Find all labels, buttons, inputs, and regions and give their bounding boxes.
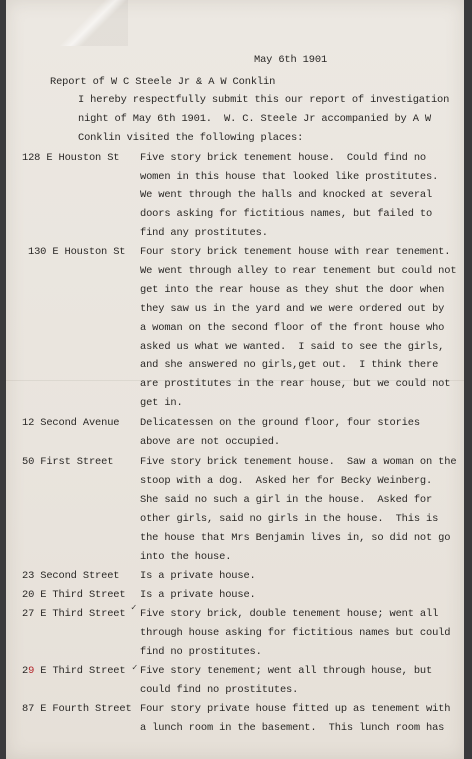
entry-line: a woman on the second floor of the front house who: [140, 322, 445, 334]
entry-line: other girls, said no girls in the house. This is: [140, 513, 439, 525]
check-mark-icon: ✓: [132, 663, 138, 673]
entry-line: the house that Mrs Benjamin lives in, so did not go: [140, 532, 451, 544]
intro-line-3: Conklin visited the following places:: [78, 132, 304, 144]
entry-place: 87 E Fourth Street: [22, 703, 132, 715]
entry-line: Five story brick tenement house. Could find no: [140, 152, 427, 164]
entry-place: 50 First Street: [22, 456, 114, 468]
check-mark-icon: ✓: [131, 603, 137, 613]
entry-place: [22, 665, 125, 677]
entry-line: Five story brick tenement house. Saw a woman on the: [140, 456, 457, 468]
entry-line: get into the rear house as they shut the door when: [140, 284, 445, 296]
entry-line: could find no prostitutes.: [140, 684, 299, 696]
entry-line: Four story private house fitted up as tenement with: [140, 703, 451, 715]
entry-line: Five story tenement; went all through house, but: [140, 665, 433, 677]
page-fold-mark: [58, 0, 128, 46]
entry-line: above are not occupied.: [140, 436, 280, 448]
entry-line: a lunch room in the basement. This lunch room has: [140, 722, 445, 734]
entry-line: Four story brick tenement house with rear tenement.: [140, 246, 451, 258]
entry-line: Is a private house.: [140, 570, 256, 582]
entry-line: stoop with a dog. Asked her for Becky Weinberg.: [140, 475, 433, 487]
entry-line: through house asking for fictitious names but could: [140, 627, 451, 639]
entry-line: Five story brick, double tenement house; went all: [140, 608, 439, 620]
entry-line: into the house.: [140, 551, 232, 563]
place-prefix: 2: [22, 665, 29, 677]
entry-line: women in this house that looked like prostitutes.: [140, 171, 439, 183]
entry-line: doors asking for fictitious names, but failed to: [140, 208, 433, 220]
entry-line: find any prostitutes.: [140, 227, 268, 239]
red-ink-correction: 9: [28, 665, 35, 677]
entry-line: get in.: [140, 397, 183, 409]
entry-line: they saw us in the yard and we were ordered out by: [140, 303, 445, 315]
report-date: May 6th 1901: [254, 54, 328, 66]
entry-line: Delicatessen on the ground floor, four stories: [140, 417, 420, 429]
entry-line: and she answered no girls,get out. I think there: [140, 359, 439, 371]
report-title-line: Report of W C Steele Jr & A W Conklin: [50, 76, 276, 88]
place-rest: E Third Street: [34, 665, 126, 677]
document-page: [6, 0, 464, 759]
entry-line: Is a private house.: [140, 589, 256, 601]
entry-place: 130 E Houston St: [28, 246, 126, 258]
entry-line: We went through the halls and knocked at several: [140, 189, 433, 201]
entry-line: We went through alley to rear tenement but could not: [140, 265, 457, 277]
entry-line: are prostitutes in the rear house, but we could not: [140, 378, 451, 390]
intro-line-2: night of May 6th 1901. W. C. Steele Jr accompanied by A W: [78, 113, 431, 125]
entry-place: 23 Second Street: [22, 570, 120, 582]
intro-line-1: I hereby respectfully submit this our report of investigation: [78, 94, 450, 106]
entry-place: 128 E Houston St: [22, 152, 120, 164]
entry-place: 20 E Third Street: [22, 589, 126, 601]
entry-line: find no prostitutes.: [140, 646, 262, 658]
entry-place: 27 E Third Street: [22, 608, 126, 620]
entry-line: She said no such a girl in the house. Asked for: [140, 494, 433, 506]
entry-line: asked us what we wanted. I said to see the girls,: [140, 341, 445, 353]
entry-place: 12 Second Avenue: [22, 417, 120, 429]
